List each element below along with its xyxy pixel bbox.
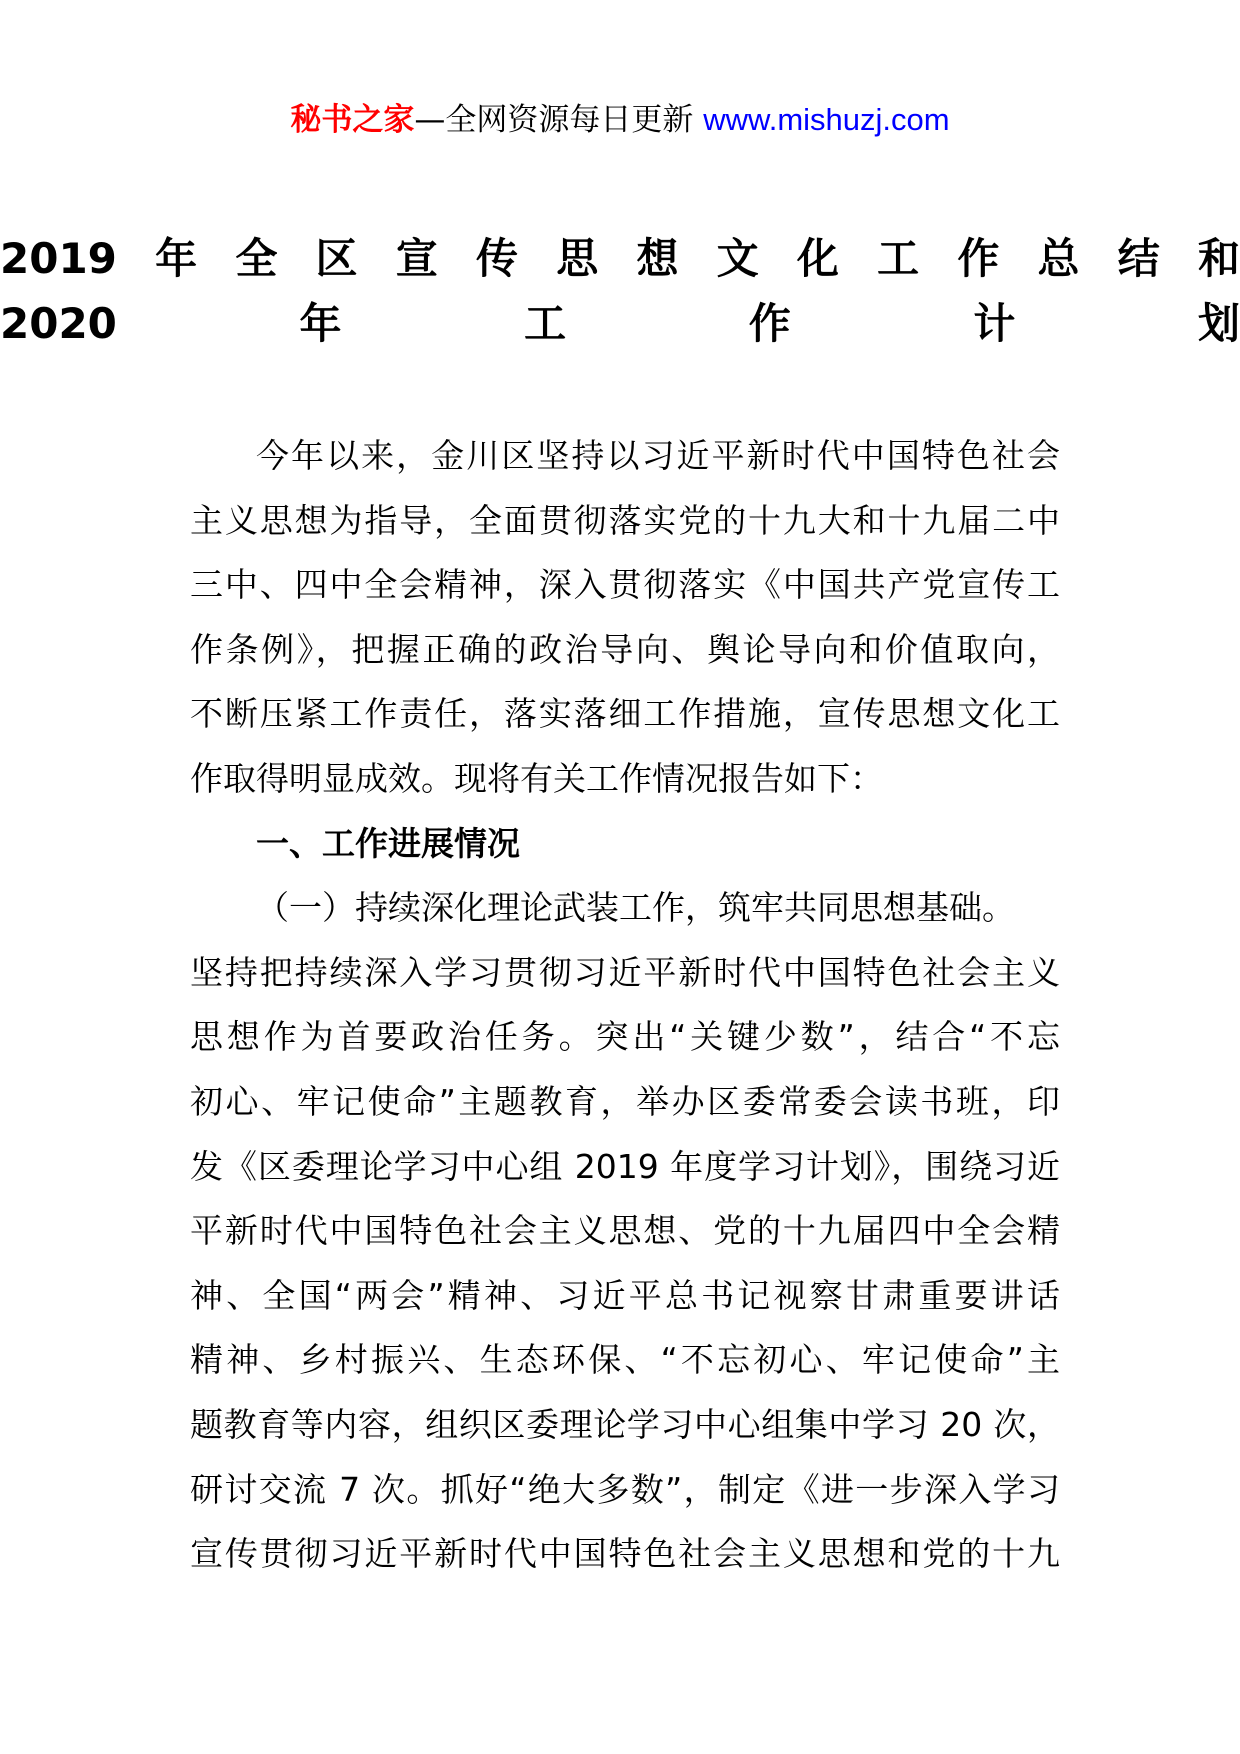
document-title (0, 226, 1240, 355)
paragraph-line: 初心、牢记使命”主题教育，举办区委常委会读书班，印 (190, 1081, 1060, 1121)
paragraph-line: 题教育等内容，组织区委理论学习中心组集中学习 20 次， (190, 1404, 1060, 1444)
paragraph-line: 平新时代中国特色社会主义思想、党的十九届四中全会精 (190, 1211, 1060, 1251)
paragraph-line: 主义思想为指导，全面贯彻落实党的十九大和十九届二中 (190, 500, 1060, 540)
paragraph-line: 神、全国“两会”精神、习近平总书记视察甘肃重要讲话 (190, 1275, 1060, 1315)
paragraph-line: 坚持把持续深入学习贯彻习近平新时代中国特色社会主义 (190, 952, 1060, 992)
paragraph-line: 研讨交流 7 次。抓好“绝大多数”，制定《进一步深入学习 (190, 1469, 1060, 1509)
paragraph-line: 思想作为首要政治任务。突出“关键少数”，结合“不忘 (190, 1017, 1060, 1057)
subsection-heading: （一）持续深化理论武装工作，筑牢共同思想基础。 (256, 888, 1015, 928)
title-line-2: 2020年工作计划 (0, 298, 1240, 348)
brand-name: 秘书之家 (290, 102, 415, 138)
paragraph-line: 发《区委理论学习中心组 2019 年度学习计划》，围绕习近 (190, 1146, 1060, 1186)
title-line-1: 2019年全区宣传思想文化工作总结和 (0, 234, 1240, 283)
document-body (190, 424, 1060, 1587)
paragraph-line: 今年以来，金川区坚持以习近平新时代中国特色社会 (256, 436, 1060, 475)
paragraph-line: 精神、乡村振兴、生态环保、“不忘初心、牢记使命”主 (190, 1340, 1060, 1380)
paragraph-line: 不断压紧工作责任，落实落细工作措施，宣传思想文化工 (190, 694, 1060, 734)
section-heading: 一、工作进展情况 (256, 823, 520, 863)
paragraph-line: 作条例》，把握正确的政治导向、舆论导向和价值取向， (190, 629, 1060, 669)
paragraph-line: 作取得明显成效。现将有关工作情况报告如下： (190, 758, 883, 798)
paragraph-line: 三中、四中全会精神，深入贯彻落实《中国共产党宣传工 (190, 565, 1060, 605)
paragraph-line: 宣传贯彻习近平新时代中国特色社会主义思想和党的十九 (190, 1534, 1060, 1574)
site-header (0, 100, 1240, 140)
header-tagline: —全网资源每日更新 (414, 102, 694, 138)
site-url-link[interactable]: www.mishuzj.com (703, 102, 950, 137)
